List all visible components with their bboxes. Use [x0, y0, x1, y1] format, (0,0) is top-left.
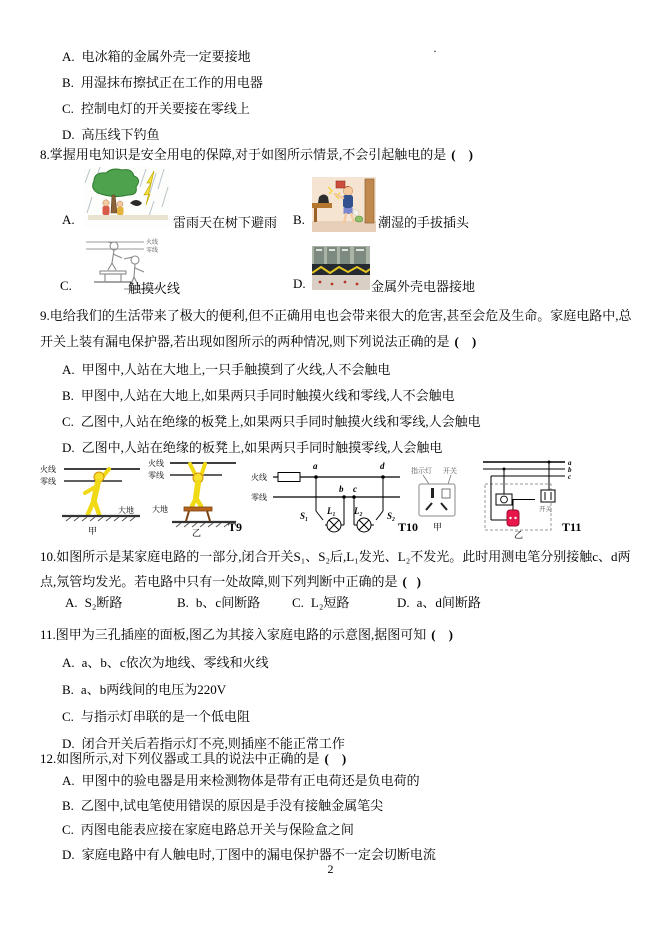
q9-option-a-text: 甲图中,人站在大地上,一只手触摸到了火线,人不会触电 [81, 362, 391, 377]
q7-option-d-label: D. [62, 127, 75, 142]
q10-option-a [65, 590, 122, 616]
q10-option-d [397, 590, 481, 616]
t9-jia-neutral-label: 零线 [40, 477, 56, 486]
q8-option-a-label: A. [62, 212, 75, 227]
door [365, 179, 374, 223]
t11-figure-jia-socket-panel [410, 460, 467, 534]
q9-option-a [62, 357, 481, 383]
t10-live-label: 火线 [251, 473, 267, 482]
branch-2 [354, 477, 383, 532]
q12-option-b [62, 794, 436, 819]
q10-option-a-label: A. [65, 595, 78, 610]
q12-option-c [62, 818, 436, 843]
t10-c-label: c [353, 484, 357, 494]
q9-option-b-label: B. [62, 388, 74, 403]
q10-option-a-text: S₂断路 [84, 595, 123, 610]
q10-option-b-label: B. [177, 595, 189, 610]
q9-options [62, 357, 481, 461]
q8-stem [40, 142, 473, 168]
q11-stem-text: 11.图甲为三孔插座的面板,图乙为其接入家庭电路的示意图,据图可知 [40, 627, 427, 642]
t9-yi-ground-label: 大地 [152, 505, 168, 514]
q8-figure-a-thunderstorm-image [84, 167, 170, 227]
q11-option-a-label: A. [62, 655, 75, 670]
q8-option-c-label: C. [60, 278, 72, 293]
q12-option-b-text: 乙图中,试电笔使用错误的原因是手没有接触金属笔尖 [80, 797, 384, 813]
t10-l2-label: L₂ [354, 506, 363, 516]
q9-stem [40, 303, 640, 355]
q10-option-c [292, 590, 349, 616]
q12-options [62, 769, 436, 867]
q9-answer-bracket: ( ) [454, 334, 477, 349]
q12-option-b-label: B. [62, 797, 74, 813]
tree-canopy [93, 169, 139, 197]
q10-option-d-label: D. [397, 595, 410, 610]
q9-stem-text: 9.电给我们的生活带来了极大的便利,但不正确用电也会带来很大的危害,甚至会危及生命。家庭电路中,总开关上装有漏电保护器,若出现如图所示的两种情况,则下列说法正确的是 [40, 308, 632, 349]
ground-strip [88, 215, 168, 220]
q10-option-c-text: L₂短路 [310, 595, 350, 610]
q7-option-a-label: A. [62, 49, 75, 64]
indicator-resistor-box [496, 494, 512, 505]
q11-option-b-label: B. [62, 682, 74, 697]
q7-option-c-label: C. [62, 101, 74, 116]
q8-option-b-label: B. [293, 212, 305, 227]
t10-a-label: a [313, 461, 318, 471]
q11-option-a [62, 649, 345, 676]
q7-option-a-text: 电冰箱的金属外壳一定要接地 [81, 49, 251, 64]
q7-option-b-text: 用湿抹布擦拭正在工作的用电器 [80, 75, 263, 90]
q7-option-a [62, 44, 263, 70]
q9-option-c-label: C. [62, 414, 74, 429]
q11-option-d-text: 闭合开关后若指示灯不亮,则插座不能正常工作 [81, 736, 345, 751]
q7-option-b-label: B. [62, 75, 74, 90]
q10-option-d-text: a、d间断路 [416, 595, 481, 610]
q9-option-b [62, 383, 481, 409]
q11-stem [40, 622, 453, 648]
t9-yi-neutral-label: 零线 [148, 471, 164, 480]
q7-options [62, 44, 263, 148]
q7-option-c-text: 控制电灯的开关要接在零线上 [80, 101, 250, 116]
t10-s1-label: S₁ [300, 511, 309, 521]
switch-button [442, 489, 450, 498]
q12-option-a [62, 769, 436, 794]
fuse [278, 473, 300, 482]
q9-option-d-label: D. [62, 440, 75, 455]
sketch-live-label: 火线 [146, 240, 159, 246]
q8-figure-b-wet-plug-image [312, 177, 376, 232]
q12-option-c-label: C. [62, 822, 74, 837]
q9-option-d-text: 乙图中,人站在绝缘的板凳上,如果两只手同时触摸零线,人会触电 [81, 440, 443, 455]
table-top [312, 203, 332, 208]
t9-figure-tag: T9 [228, 520, 243, 534]
q9-option-c [62, 409, 481, 435]
q8-option-a-caption: 雷雨天在树下避雨 [173, 215, 278, 230]
switch-symbol [541, 490, 555, 502]
t10-d-label: d [380, 461, 385, 471]
q7-option-d-text: 高压线下钓鱼 [81, 127, 160, 142]
ground-hatching [66, 517, 135, 521]
q8-figure-d-grounded-appliances-photo [312, 246, 370, 290]
t9-jia-ground-label: 大地 [118, 506, 134, 515]
q11-option-b [62, 676, 345, 703]
q8-option-c-caption: 触摸火线 [128, 281, 181, 296]
t9-jia-name: 甲 [88, 526, 98, 536]
t11-b-label: b [568, 466, 572, 474]
wall-picture [336, 181, 345, 188]
t11-figure-tag: T11 [562, 520, 582, 534]
q8-option-d-caption: 金属外壳电器接地 [371, 279, 476, 294]
t11-jia-name: 甲 [433, 522, 443, 532]
ground-hatching [176, 523, 229, 527]
t9-figure-jia-person-on-ground [38, 452, 146, 537]
t11-indicator-label: 指示灯 [411, 467, 432, 475]
t9-yi-live-label: 火线 [148, 459, 164, 468]
t11-switch-label: 开关 [443, 467, 457, 475]
q9-option-a-label: A. [62, 362, 75, 377]
q10-option-b [177, 590, 260, 616]
q11-option-c-text: 与指示灯串联的是一个低电阻 [80, 709, 250, 724]
q12-option-c-text: 丙图电能表应接在家庭电路总开关与保险盒之间 [80, 822, 354, 837]
q10-stem [40, 544, 642, 594]
t10-figure-tag: T10 [398, 520, 419, 534]
t11-a-label: a [568, 459, 572, 467]
q12-option-a-text: 甲图中的验电器是用来检测物体是带有正电荷还是负电荷的 [81, 773, 420, 788]
q11-options [62, 649, 345, 757]
t10-b-label: b [339, 484, 344, 494]
t11-yi-name: 乙 [514, 530, 524, 540]
stool [184, 507, 212, 521]
t11-switch2-label: 开关 [539, 506, 552, 513]
t10-l1-label: L₁ [327, 506, 336, 516]
q8-answer-bracket: ( ) [451, 147, 473, 162]
q11-option-d-label: D. [62, 736, 75, 751]
t10-household-circuit-diagram [250, 455, 412, 540]
q10-option-c-label: C. [292, 595, 304, 610]
q11-option-c-label: C. [62, 709, 74, 724]
t11-c-label: c [568, 473, 572, 481]
t9-jia-live-label: 火线 [40, 465, 56, 474]
sketch-neutral-label: 零线 [146, 248, 159, 254]
q12-answer-bracket: ( ) [324, 751, 347, 766]
green-bucket [355, 216, 363, 222]
q11-option-a-text: a、b、c依次为地线、零线和火线 [81, 655, 269, 670]
q7-option-b [62, 70, 263, 96]
q8-option-b-caption: 潮湿的手拔插头 [378, 215, 470, 230]
q9-option-c-text: 乙图中,人站在绝缘的板凳上,如果两只手同时触摸火线和零线,人会触电 [80, 414, 481, 429]
stray-dot: · [433, 44, 437, 58]
q9-option-b-text: 甲图中,人站在大地上,如果两只手同时触摸火线和零线,人不会触电 [80, 388, 455, 403]
q12-option-d-text: 家庭电路中有人触电时,丁图中的漏电保护器不一定会切断电流 [81, 846, 436, 862]
q7-option-c [62, 96, 263, 122]
person-on-stool [190, 464, 205, 506]
page-number: 2 [327, 862, 334, 876]
q12-option-d-label: D. [62, 846, 75, 862]
person-touching-live-wire [85, 469, 109, 514]
q10-option-b-text: b、c间断路 [195, 595, 261, 610]
q12-stem-text: 12.如图所示,对下列仪器或工具的说法中正确的是 [40, 751, 320, 766]
indicator-light-slot [431, 488, 434, 498]
q11-option-b-text: a、b两线间的电压为220V [80, 682, 227, 697]
q11-answer-bracket: ( ) [431, 627, 453, 642]
q8-stem-text: 8.掌握用电知识是安全用电的保障,对于如图所示情景,不会引起触电的是 [40, 147, 447, 162]
q10-answer-bracket: ( ) [402, 574, 421, 589]
table-leg [314, 208, 317, 222]
t10-neutral-label: 零线 [251, 493, 267, 502]
q12-option-a-label: A. [62, 773, 75, 788]
t9-figure-yi-person-on-stool [146, 450, 238, 538]
q11-option-c [62, 703, 345, 730]
q8-option-d-label: D. [293, 276, 306, 291]
t9-yi-name: 乙 [192, 528, 202, 538]
q10-stem-text: 10.如图所示是某家庭电路的一部分,闭合开关S₁、S₂后,L₁发光、L₂不发光。此时用测电笔分别接触c、d两点,氖管均发光。若电路中只有一处故障,则下列判断中正确的是 [40, 549, 631, 589]
t10-s2-label: S₂ [387, 511, 396, 521]
